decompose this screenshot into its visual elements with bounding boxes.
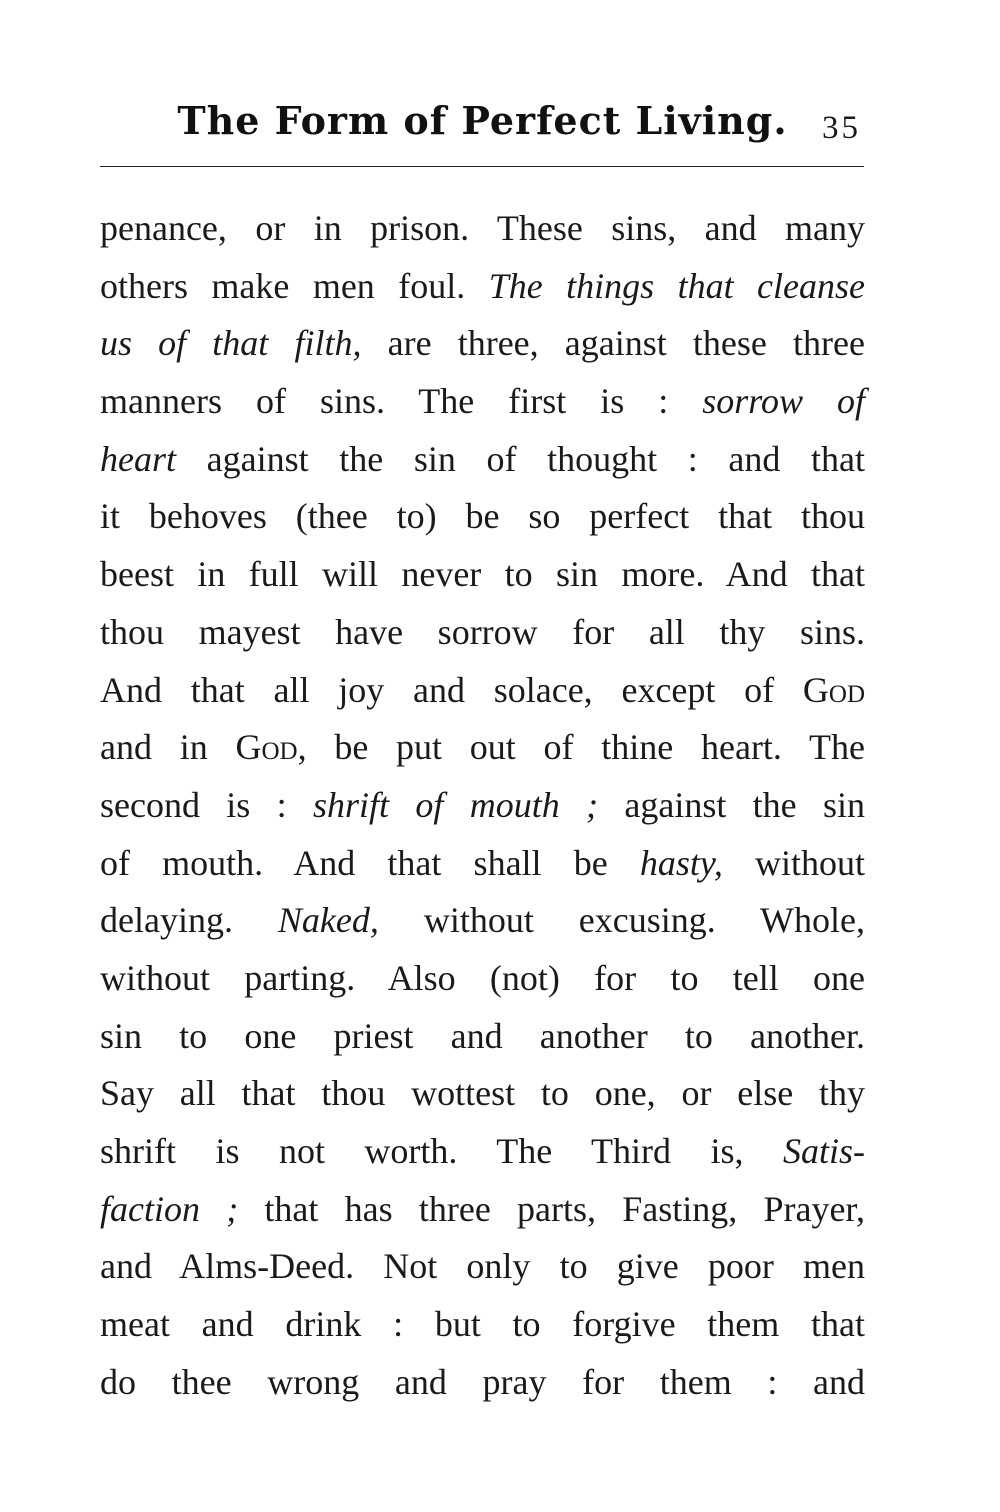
text-line xyxy=(100,604,865,662)
running-head xyxy=(100,96,865,166)
text-line xyxy=(100,1238,865,1296)
text-run: and in xyxy=(100,727,236,768)
text-run: second is : xyxy=(100,784,313,825)
text-run: sin to one priest and another to another. xyxy=(100,1015,865,1056)
italic-phrase: heart xyxy=(100,438,176,479)
text-run: Say all that thou wottest to one, or else thy xyxy=(100,1073,865,1114)
italic-phrase: The things that cleanse xyxy=(488,265,865,306)
text-line xyxy=(100,431,865,489)
text-line xyxy=(100,200,865,258)
text-run: without excusing. Whole, xyxy=(378,900,865,941)
text-run: delaying. xyxy=(100,900,278,941)
italic-phrase: sorrow of xyxy=(702,381,865,422)
header-rule xyxy=(100,166,864,167)
text-run: And that all joy and solace, except of xyxy=(100,669,803,710)
text-line xyxy=(100,719,865,777)
italic-phrase: Naked, xyxy=(277,900,379,941)
text-run: shrift is not worth. The Third is, xyxy=(100,1131,783,1171)
text-run: that has three parts, Fasting, Prayer, xyxy=(238,1188,865,1229)
text-line xyxy=(100,488,865,546)
text-line xyxy=(100,777,865,835)
text-run: without parting. Also (not) for to tell one xyxy=(100,957,865,998)
text-line xyxy=(100,1123,865,1181)
text-line xyxy=(100,892,865,950)
text-run: penance, or in prison. These sins, and many xyxy=(100,208,865,248)
text-line xyxy=(100,662,865,720)
page-number: 35 xyxy=(822,110,861,146)
text-run: it behoves (thee to) be so perfect that thou xyxy=(100,496,865,537)
text-run: others make men foul. xyxy=(100,265,489,306)
italic-phrase: shrift of mouth ; xyxy=(313,784,599,825)
text-line xyxy=(100,1296,865,1354)
text-line xyxy=(100,1008,865,1066)
text-run: beest in full will never to sin more. And that xyxy=(100,554,865,595)
text-run: of mouth. And that shall be xyxy=(100,842,640,883)
text-run: without xyxy=(722,842,865,883)
text-line xyxy=(100,315,865,373)
text-line xyxy=(100,950,865,1008)
text-run: against the sin of thought : and that xyxy=(176,438,865,479)
text-run: and Alms-Deed. Not only to give poor men xyxy=(100,1246,865,1287)
text-run: against the sin xyxy=(598,784,866,825)
italic-phrase: hasty, xyxy=(639,842,723,883)
text-run: , be put out of thine heart. The xyxy=(297,727,865,768)
text-line xyxy=(100,835,865,893)
italic-phrase: Satis- xyxy=(782,1131,865,1171)
text-run: meat and drink : but to forgive them that xyxy=(100,1304,865,1345)
italic-phrase: us of that filth, xyxy=(100,323,362,364)
italic-phrase: faction ; xyxy=(100,1188,239,1229)
body-text xyxy=(100,200,865,1411)
text-line xyxy=(100,373,865,431)
text-line xyxy=(100,1065,865,1123)
text-run: thou mayest have sorrow for all thy sins. xyxy=(100,611,865,652)
text-run: do thee wrong and pray for them : and xyxy=(100,1361,865,1402)
text-line xyxy=(100,1181,865,1239)
text-line xyxy=(100,1354,865,1412)
text-line xyxy=(100,546,865,604)
text-run: God xyxy=(802,669,865,710)
text-run: manners of sins. The first is : xyxy=(100,381,703,422)
running-title: The Form of Perfect Living. xyxy=(177,98,788,143)
text-run: are three, against these three xyxy=(361,323,865,364)
text-run: God xyxy=(235,727,298,768)
text-line xyxy=(100,258,865,316)
